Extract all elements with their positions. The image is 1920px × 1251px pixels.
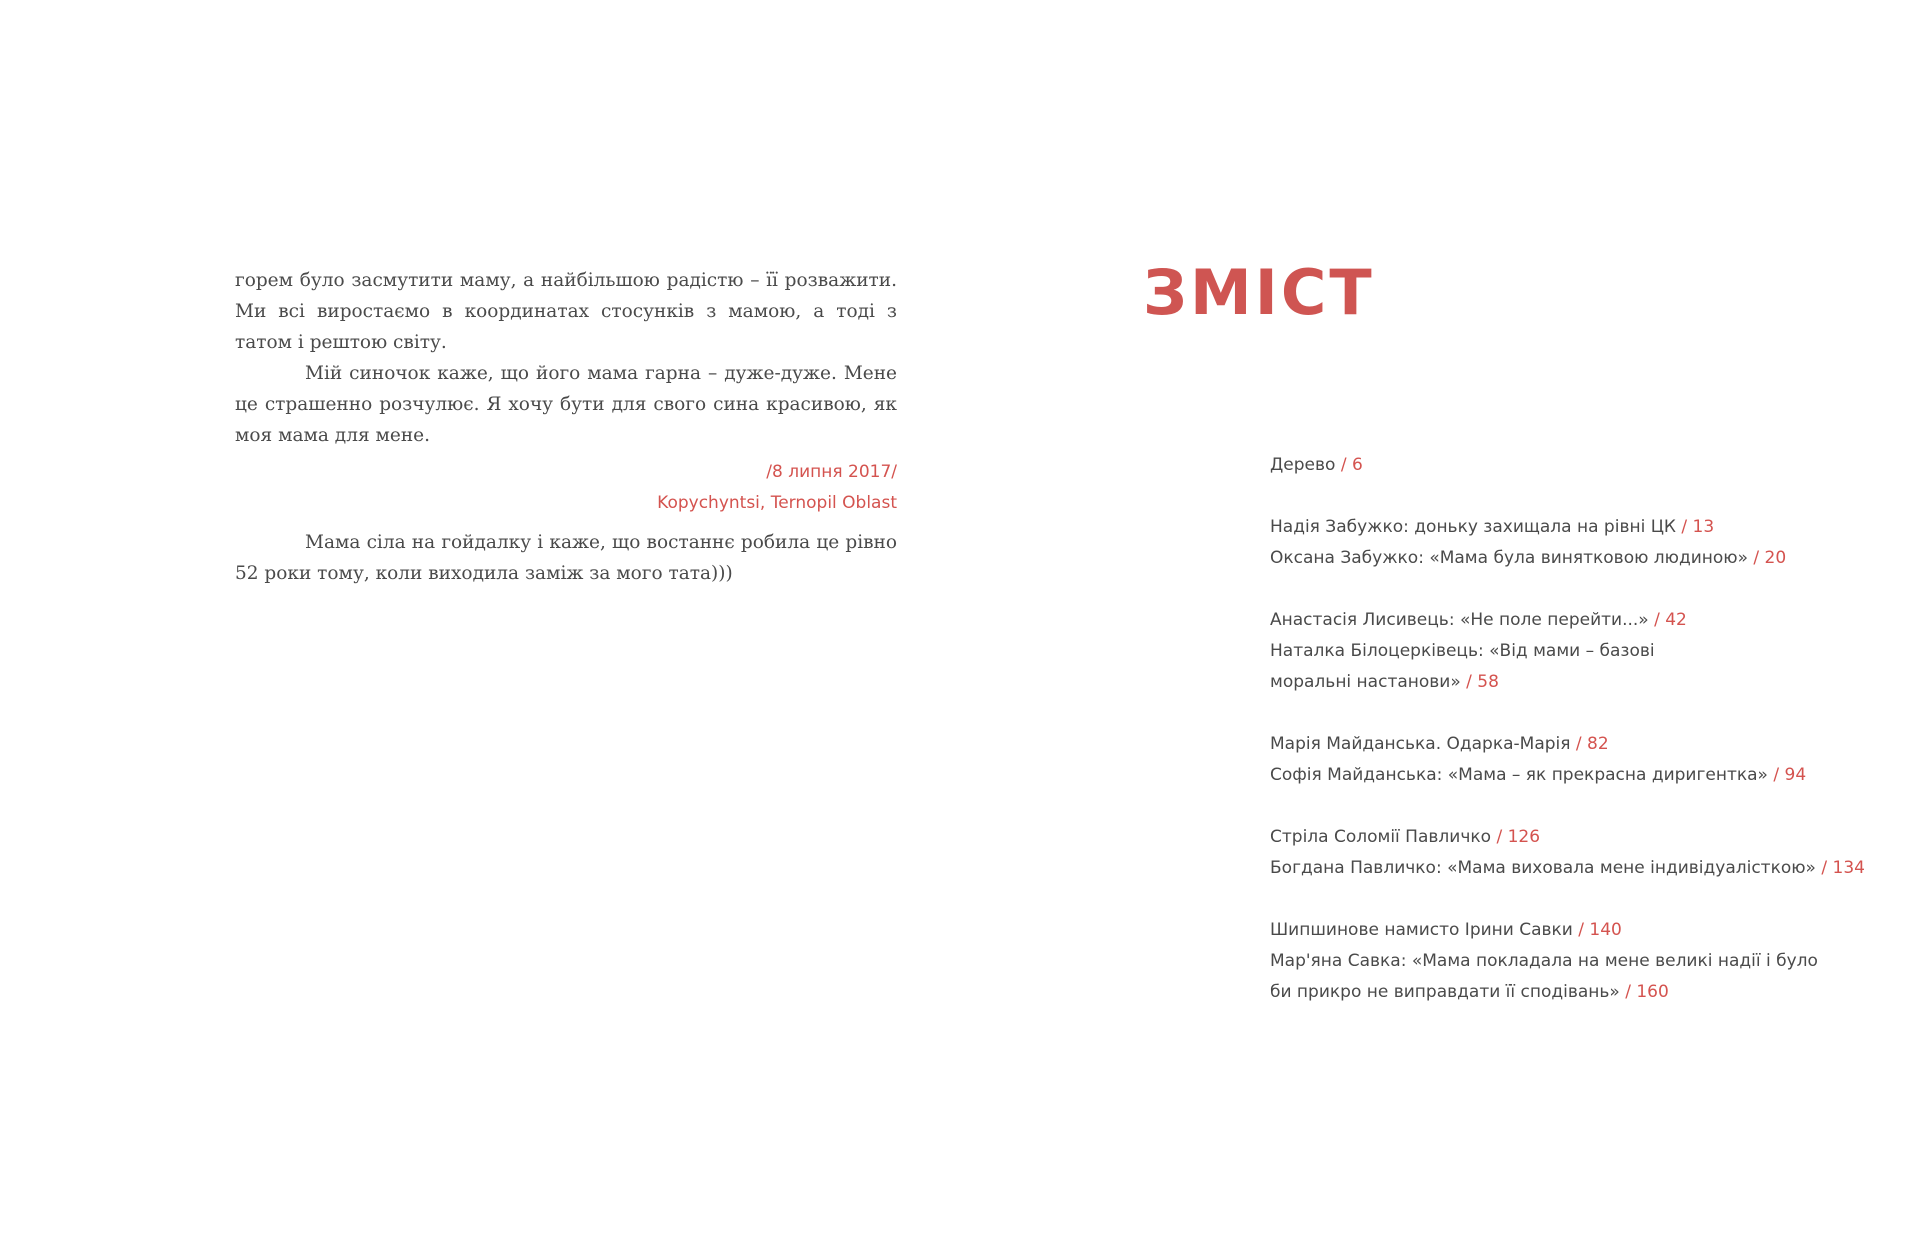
toc-entry[interactable] <box>1270 512 1870 543</box>
toc-entry-title: Наталка Білоцерківець: «Від мами – базові моральні настанови» <box>1270 641 1655 692</box>
toc-group <box>1270 729 1870 791</box>
paragraph-2: Мій синочок каже, що його мама гарна – дуже-дуже. Мене це страшенно розчулює. Я хочу бути для свого сина красивою, як моя мама для мене. <box>235 363 897 446</box>
toc-entry[interactable] <box>1270 605 1870 636</box>
toc-entry-title: Мар'яна Савка: «Мама покладала на мене великі надії і було би прикро не виправдати її сподівань» <box>1270 951 1818 1002</box>
entry-date: /8 липня 2017/ <box>766 462 897 482</box>
entry-place: Kopychyntsi, Ternopil Oblast <box>657 493 897 513</box>
left-page <box>235 265 897 589</box>
toc-title: ЗМІСТ <box>1143 256 1375 329</box>
toc-entry-page: / 94 <box>1773 765 1807 785</box>
toc-entry-page: / 6 <box>1340 455 1363 475</box>
table-of-contents <box>1270 450 1870 1039</box>
toc-entry[interactable] <box>1270 760 1870 791</box>
toc-entry-title: Анастасія Лисивець: «Не поле перейти...» <box>1270 610 1649 630</box>
paragraph-3: Мама сіла на гойдалку і каже, що востаннє робила це рівно 52 роки тому, коли виходила заміж за мого тата))) <box>235 532 897 584</box>
toc-entry-page: / 126 <box>1496 827 1541 847</box>
toc-entry-page: / 134 <box>1821 858 1865 878</box>
toc-entry-page: / 13 <box>1681 517 1715 537</box>
entry-meta <box>235 457 897 519</box>
toc-entry-page: / 160 <box>1625 982 1669 1002</box>
toc-group <box>1270 512 1870 574</box>
toc-entry[interactable] <box>1270 946 1840 1008</box>
toc-entry-page: / 58 <box>1466 672 1499 692</box>
toc-entry-title: Дерево <box>1270 455 1336 475</box>
toc-entry-title: Стріла Соломії Павличко <box>1270 827 1492 847</box>
toc-entry-title: Богдана Павличко: «Мама виховала мене індивідуалісткою» <box>1270 858 1816 878</box>
toc-entry[interactable] <box>1270 450 1870 481</box>
toc-entry[interactable] <box>1270 636 1660 698</box>
toc-entry-title: Софія Майданська: «Мама – як прекрасна диригентка» <box>1270 765 1768 785</box>
toc-group <box>1270 605 1870 698</box>
toc-entry[interactable] <box>1270 915 1870 946</box>
toc-entry-page: / 42 <box>1654 610 1687 630</box>
toc-entry-page: / 140 <box>1578 920 1622 940</box>
toc-entry-title: Шипшинове намисто Ірини Савки <box>1270 920 1573 940</box>
toc-entry-title: Надія Забужко: доньку захищала на рівні ЦК <box>1270 517 1676 537</box>
toc-entry-page: / 20 <box>1753 548 1787 568</box>
toc-entry-page: / 82 <box>1575 734 1609 754</box>
toc-entry-title: Марія Майданська. Одарка-Марія <box>1270 734 1571 754</box>
toc-group <box>1270 450 1870 481</box>
toc-entry[interactable] <box>1270 822 1870 853</box>
paragraph-1: горем було засмутити маму, а найбільшою радістю – її розважити. Ми всі виростаємо в координатах стосунків з мамою, а тоді з татом і рештою світу. <box>235 270 897 353</box>
toc-group <box>1270 822 1870 884</box>
toc-entry[interactable] <box>1270 729 1870 760</box>
toc-entry-title: Оксана Забужко: «Мама була винятковою людиною» <box>1270 548 1749 568</box>
toc-entry[interactable] <box>1270 543 1870 574</box>
toc-group <box>1270 915 1870 1008</box>
toc-entry[interactable] <box>1270 853 1870 884</box>
